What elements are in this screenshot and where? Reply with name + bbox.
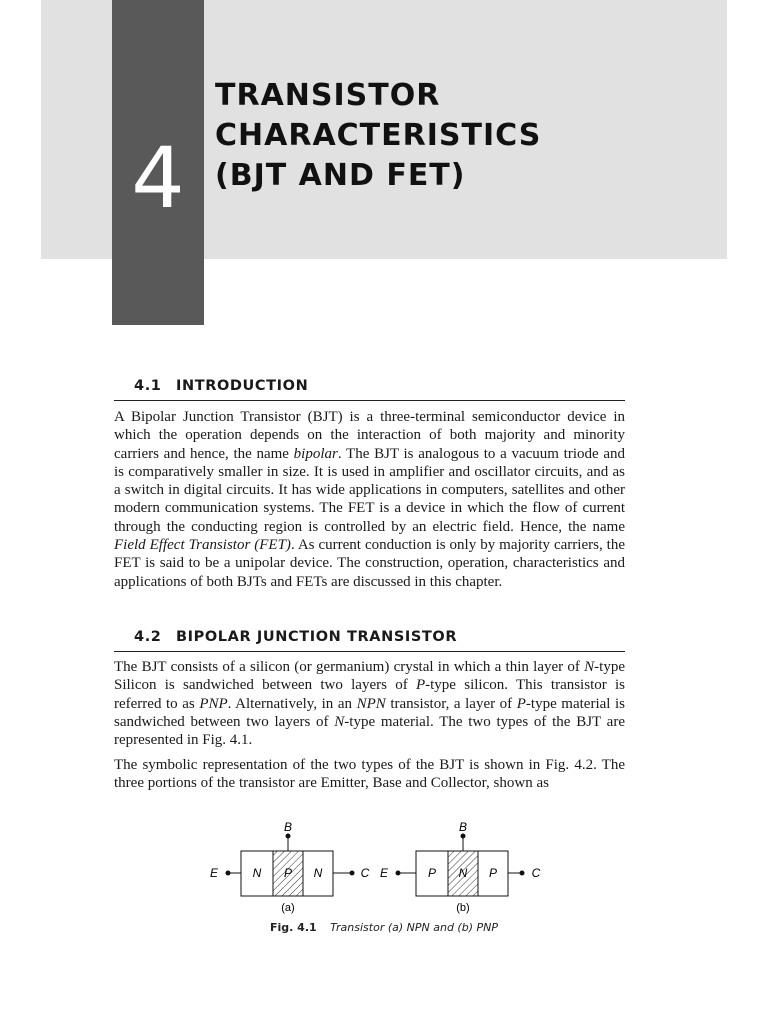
npn-transistor-diagram (210, 820, 370, 914)
base-layer-label: P (283, 866, 293, 880)
chapter-title-line: (BJT AND FET) (215, 158, 466, 193)
collector-layer-label: P (488, 866, 498, 880)
bjt-paragraph-1: The BJT consists of a silicon (or germanium) crystal in which a thin layer of N-type Silicon is sandwiched between two layers of P-type silicon. This transistor is referred to as PNP. Alternatively, in an NPN transistor, a layer of P-type material is sandwiched between two layers of N-type material. The two types of the BJT are represented in Fig. 4.1. (114, 659, 626, 749)
base-label: B (458, 820, 468, 834)
chapter-title (215, 76, 541, 196)
base-layer-label: N (458, 866, 468, 880)
section-title: INTRODUCTION (176, 378, 309, 394)
subfigure-label: (b) (456, 902, 470, 914)
emitter-label: E (209, 866, 219, 880)
chapter-title-line: TRANSISTOR (215, 78, 441, 113)
pnp-transistor-diagram (380, 820, 541, 914)
base-label: B (283, 820, 293, 834)
collector-layer-label: N (313, 866, 323, 880)
transistor-diagram (200, 815, 560, 920)
collector-terminal-dot (350, 871, 355, 876)
section-number: 4.2 (134, 629, 162, 645)
bjt-paragraph-2: The symbolic representation of the two types of the BJT is shown in Fig. 4.2. The three portions of the transistor are Emitter, Base and Collector, shown as (114, 757, 625, 792)
emitter-label: E (379, 866, 389, 880)
chapter-title-line: CHARACTERISTICS (215, 118, 542, 153)
figure-label: Fig. 4.1 (270, 921, 317, 934)
section-heading-introduction (114, 374, 625, 401)
collector-label: C (360, 866, 370, 880)
section-number: 4.1 (134, 378, 162, 394)
section-title: BIPOLAR JUNCTION TRANSISTOR (176, 629, 458, 645)
emitter-layer-label: N (252, 866, 262, 880)
collector-label: C (531, 866, 541, 880)
introduction-paragraph: A Bipolar Junction Transistor (BJT) is a three-terminal semiconductor device in which the operation depends on the interaction of both majority and minority carriers and hence, the name bipolar. The BJT is analogous to a vacuum triode and is comparatively smaller in size. It is used in amplifier and oscillator circuits, and as a switch in digital circuits. It has wide applications in computers, satellites and other modern communication systems. The FET is a device in which the flow of current through the conducting region is controlled by an electric field. Hence, the name Field Effect Transistor (FET). As current conduction is only by majority carriers, the FET is said to be a unipolar device. The construction, operation, characteristics and applications of both BJTs and FETs are discussed in this chapter. (114, 409, 625, 590)
figure-caption-text: Transistor (a) NPN and (b) PNP (330, 921, 498, 934)
emitter-layer-label: P (427, 866, 437, 880)
section-heading-bjt (114, 625, 625, 652)
chapter-number: 4 (131, 129, 185, 227)
collector-terminal-dot (520, 871, 525, 876)
figure-caption (0, 921, 768, 934)
subfigure-label: (a) (281, 902, 295, 914)
